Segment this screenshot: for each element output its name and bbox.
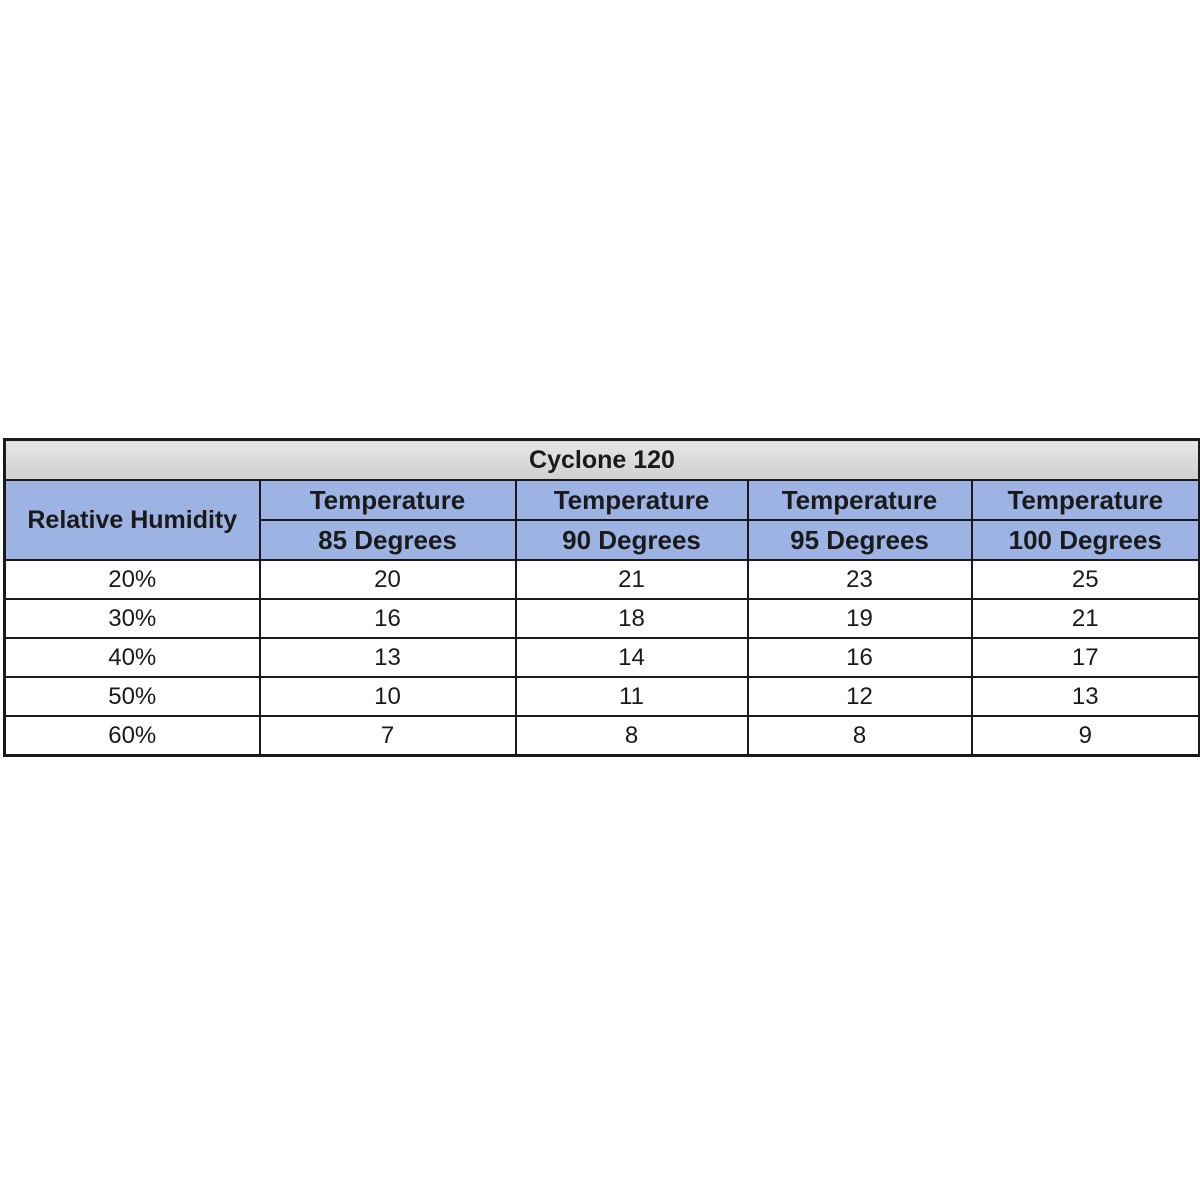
column-header-95-line2: 95 Degrees bbox=[748, 520, 972, 560]
column-header-95-line1: Temperature bbox=[748, 480, 972, 520]
table-row bbox=[5, 677, 1200, 716]
value-cell: 21 bbox=[516, 560, 748, 599]
column-header-100-line1: Temperature bbox=[972, 480, 1200, 520]
value-cell: 25 bbox=[972, 560, 1200, 599]
value-cell: 12 bbox=[748, 677, 972, 716]
value-cell: 9 bbox=[972, 716, 1200, 756]
humidity-cell: 50% bbox=[5, 677, 260, 716]
value-cell: 8 bbox=[748, 716, 972, 756]
table-title: Cyclone 120 bbox=[5, 440, 1200, 481]
value-cell: 23 bbox=[748, 560, 972, 599]
value-cell: 18 bbox=[516, 599, 748, 638]
value-cell: 7 bbox=[260, 716, 516, 756]
column-header-85-line1: Temperature bbox=[260, 480, 516, 520]
value-cell: 8 bbox=[516, 716, 748, 756]
humidity-cell: 40% bbox=[5, 638, 260, 677]
value-cell: 14 bbox=[516, 638, 748, 677]
value-cell: 19 bbox=[748, 599, 972, 638]
table-row bbox=[5, 716, 1200, 756]
table-row bbox=[5, 599, 1200, 638]
header-row-1 bbox=[5, 480, 1200, 520]
column-header-90-line1: Temperature bbox=[516, 480, 748, 520]
column-header-100-line2: 100 Degrees bbox=[972, 520, 1200, 560]
value-cell: 20 bbox=[260, 560, 516, 599]
title-row bbox=[5, 440, 1200, 481]
value-cell: 10 bbox=[260, 677, 516, 716]
table-row bbox=[5, 560, 1200, 599]
value-cell: 13 bbox=[260, 638, 516, 677]
cyclone-table bbox=[3, 438, 1200, 757]
cyclone-table-container bbox=[3, 438, 1198, 757]
column-header-85-line2: 85 Degrees bbox=[260, 520, 516, 560]
humidity-cell: 60% bbox=[5, 716, 260, 756]
humidity-cell: 20% bbox=[5, 560, 260, 599]
table-row bbox=[5, 638, 1200, 677]
column-header-90-line2: 90 Degrees bbox=[516, 520, 748, 560]
value-cell: 16 bbox=[748, 638, 972, 677]
value-cell: 17 bbox=[972, 638, 1200, 677]
value-cell: 16 bbox=[260, 599, 516, 638]
value-cell: 11 bbox=[516, 677, 748, 716]
relative-humidity-header: Relative Humidity bbox=[5, 480, 260, 560]
value-cell: 21 bbox=[972, 599, 1200, 638]
value-cell: 13 bbox=[972, 677, 1200, 716]
humidity-cell: 30% bbox=[5, 599, 260, 638]
